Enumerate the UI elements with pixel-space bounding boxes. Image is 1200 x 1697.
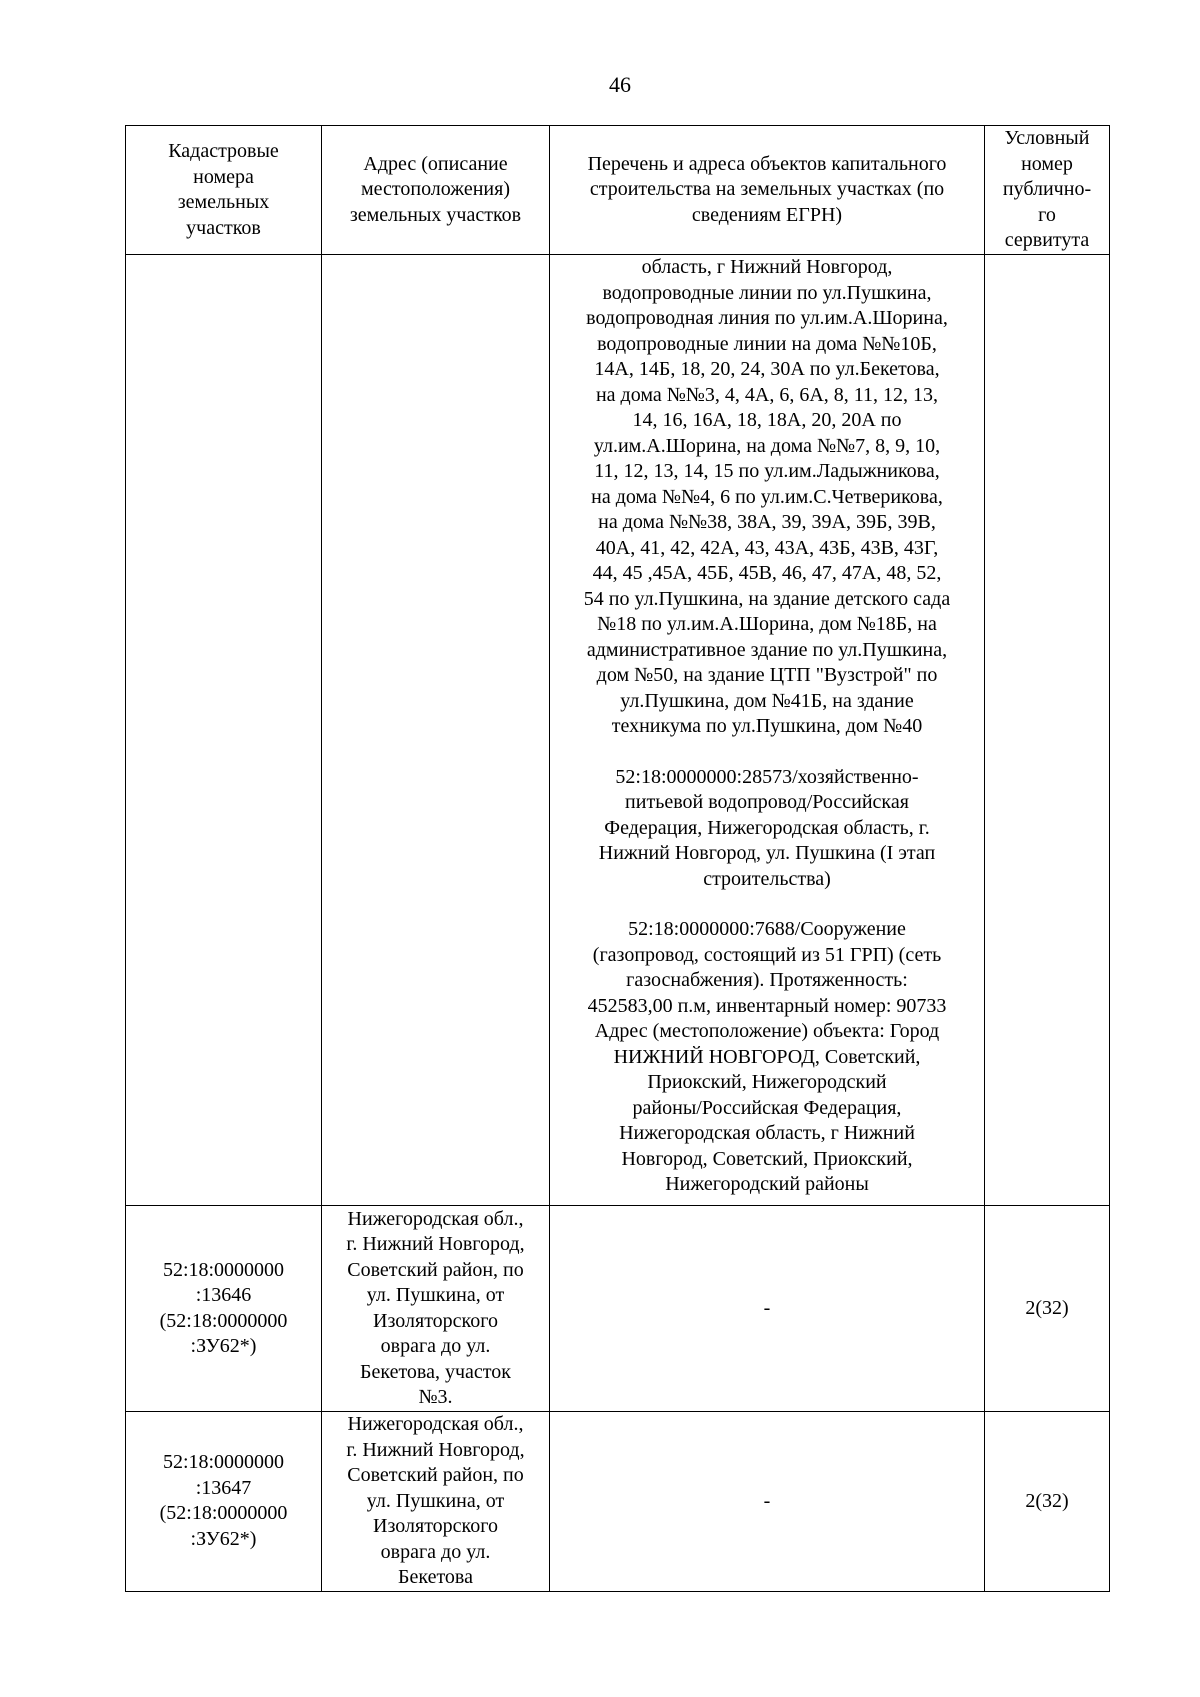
text-line: Нижегородская обл., xyxy=(347,1413,524,1435)
text-line: 44, 45 ,45А, 45Б, 45В, 46, 47, 47А, 48, 52, xyxy=(592,562,942,584)
header-address xyxy=(322,126,550,255)
text-line: Нижегородская обл., xyxy=(347,1207,524,1230)
text-line: публично- xyxy=(1002,178,1092,201)
text-line: Бекетова xyxy=(398,1566,473,1588)
cell-address-empty xyxy=(322,255,550,1206)
text-line: административное здание по ул.Пушкина, xyxy=(586,638,948,661)
text-line: земельных участков xyxy=(349,203,522,226)
text-line: Бекетова, участок xyxy=(360,1360,511,1383)
text-line: Нижегородская область, г Нижний xyxy=(619,1122,915,1144)
servitude-table xyxy=(125,125,1110,1592)
text-line: Кадастровые xyxy=(168,140,279,162)
cell-objects: - xyxy=(550,1412,985,1592)
text-line: (52:18:0000000 xyxy=(159,1502,288,1525)
text-line: 52:18:0000000 xyxy=(162,1451,285,1474)
text-line: строительства на земельных участках (по xyxy=(589,178,945,201)
text-line: Изоляторского xyxy=(373,1309,498,1332)
text-line: го xyxy=(1038,203,1056,226)
text-line: номер xyxy=(1021,152,1073,175)
text-line: :ЗУ62*) xyxy=(190,1335,257,1357)
text-line: Федерация, Нижегородская область, г. xyxy=(604,816,930,839)
page-number: 46 xyxy=(609,72,631,97)
cell-cadastral xyxy=(126,1412,322,1592)
cell-address xyxy=(322,1206,550,1412)
text-line: Новгород, Советский, Приокский, xyxy=(621,1147,913,1170)
text-line: область, г Нижний Новгород, xyxy=(641,256,893,278)
text-line: газоснабжения). Протяженность: xyxy=(626,969,908,991)
text-line: (52:18:0000000 xyxy=(159,1309,288,1332)
text-line: участков xyxy=(186,216,261,239)
text-line: Изоляторского xyxy=(373,1515,498,1537)
objects-paragraph-3 xyxy=(554,917,980,1198)
text-line: ул. Пушкина, от xyxy=(366,1284,505,1306)
table-row-continuation xyxy=(126,255,1110,1206)
cell-objects: - xyxy=(550,1206,985,1412)
text-line: Приокский, Нижегородский xyxy=(647,1071,887,1093)
text-line: ул.Пушкина, дом №41Б, на здание xyxy=(620,689,914,712)
text-line: :13647 xyxy=(195,1476,252,1499)
text-line: техникума по ул.Пушкина, дом №40 xyxy=(611,715,923,737)
header-objects xyxy=(550,126,985,255)
text-line: НИЖНИЙ НОВГОРОД, Советский, xyxy=(613,1045,921,1068)
text-line: ул.им.А.Шорина, на дома №№7, 8, 9, 10, xyxy=(593,434,941,457)
cell-servitude-empty xyxy=(985,255,1110,1206)
text-line: Перечень и адреса объектов капитального xyxy=(587,152,947,175)
text-line: Адрес (описание xyxy=(363,152,508,175)
text-line: 14А, 14Б, 18, 20, 24, 30А по ул.Бекетова, xyxy=(594,358,940,380)
text-line: №3. xyxy=(418,1386,453,1408)
text-line: на дома №№4, 6 по ул.им.С.Четверикова, xyxy=(591,485,943,508)
text-line: оврага до ул. xyxy=(380,1335,491,1357)
text-line: 40А, 41, 42, 42А, 43, 43А, 43Б, 43В, 43Г, xyxy=(595,536,939,559)
text-line: оврага до ул. xyxy=(380,1540,491,1563)
text-line: №18 по ул.им.А.Шорина, дом №18Б, на xyxy=(597,613,937,635)
text-line: 54 по ул.Пушкина, на здание детского сада xyxy=(583,587,951,610)
cell-servitude: 2(32) xyxy=(985,1206,1110,1412)
objects-paragraph-2 xyxy=(554,765,980,893)
text-line: Условный xyxy=(1004,127,1090,150)
text-line: водопроводные линии по ул.Пушкина, xyxy=(602,281,932,304)
text-line: водопроводная линия по ул.им.А.Шорина, xyxy=(586,307,948,329)
cell-objects-continuation xyxy=(550,255,985,1206)
text-line: водопроводные линии на дома №№10Б, xyxy=(597,332,937,355)
text-line: 52:18:0000000:28573/хозяйственно- xyxy=(615,765,919,788)
text-line: г. Нижний Новгород, xyxy=(346,1438,525,1461)
text-line: 14, 16, 16А, 18, 18А, 20, 20А по xyxy=(632,409,902,431)
table-header-row xyxy=(126,126,1110,255)
header-servitude xyxy=(985,126,1110,255)
text-line: Советский район, по xyxy=(347,1464,524,1486)
text-line: ул. Пушкина, от xyxy=(366,1489,505,1512)
table-row xyxy=(126,1206,1110,1412)
text-line: 52:18:0000000 xyxy=(162,1258,285,1281)
text-line: сведениям ЕГРН) xyxy=(691,203,843,226)
text-line: дом №50, на здание ЦТП "Вузстрой" по xyxy=(596,664,938,686)
text-line: :ЗУ62*) xyxy=(190,1527,257,1550)
text-line: местоположения) xyxy=(360,178,510,201)
objects-paragraph-1 xyxy=(554,255,980,740)
text-line: на дома №№38, 38А, 39, 39А, 39Б, 39В, xyxy=(598,511,936,533)
text-line: питьевой водопровод/Российская xyxy=(625,791,909,813)
text-line: 452583,00 п.м, инвентарный номер: 90733 xyxy=(587,994,947,1017)
text-line: строительства) xyxy=(703,867,831,890)
text-line: Нижегородский районы xyxy=(665,1173,869,1195)
text-line: 52:18:0000000:7688/Сооружение xyxy=(628,918,906,940)
text-line: (газопровод, состоящий из 51 ГРП) (сеть xyxy=(592,943,942,966)
table-row xyxy=(126,1412,1110,1592)
text-line: земельных xyxy=(177,191,270,213)
text-line: Советский район, по xyxy=(347,1258,524,1281)
cell-cadastral xyxy=(126,1206,322,1412)
cell-cadastral-empty xyxy=(126,255,322,1206)
text-line: :13646 xyxy=(195,1284,252,1306)
text-line: на дома №№3, 4, 4А, 6, 6А, 8, 11, 12, 13, xyxy=(595,383,939,406)
cell-servitude: 2(32) xyxy=(985,1412,1110,1592)
text-line: районы/Российская Федерация, xyxy=(632,1096,902,1119)
text-line: сервитута xyxy=(1004,229,1090,252)
header-cadastral xyxy=(126,126,322,255)
text-line: г. Нижний Новгород, xyxy=(346,1233,525,1255)
text-line: номера xyxy=(193,165,254,188)
text-line: Адрес (местоположение) объекта: Город xyxy=(594,1020,940,1042)
cell-address xyxy=(322,1412,550,1592)
text-line: Нижний Новгород, ул. Пушкина (I этап xyxy=(598,842,936,864)
text-line: 11, 12, 13, 14, 15 по ул.им.Ладыжникова, xyxy=(594,460,940,482)
